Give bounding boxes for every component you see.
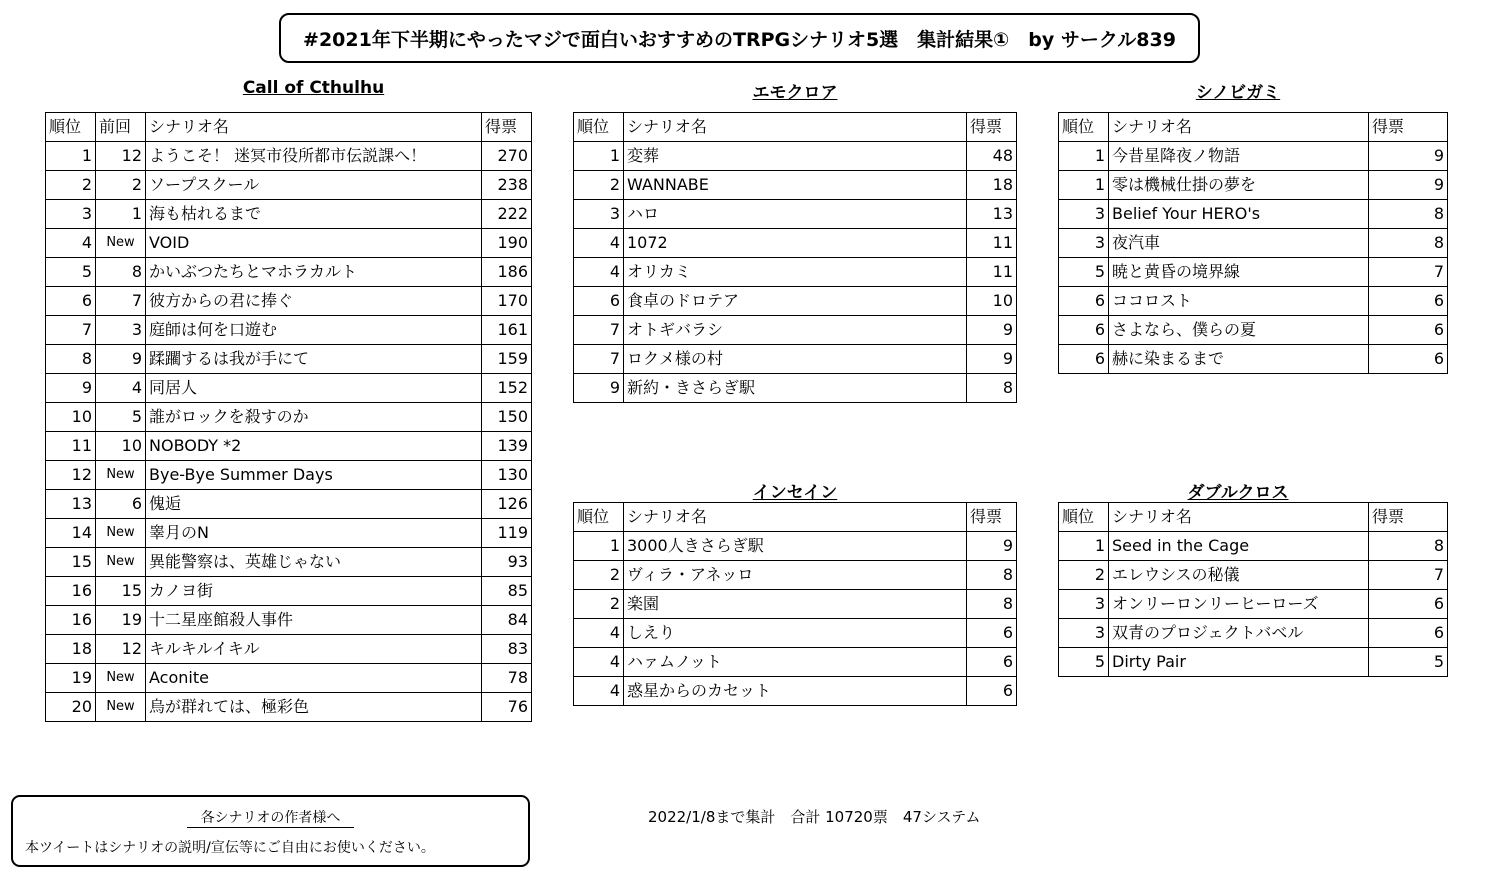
table-row [574,200,1017,229]
scenario-name: ソープスクール [146,171,482,200]
vote-count: 78 [482,664,532,693]
table-row [574,532,1017,561]
table-row [574,648,1017,677]
scenario-name: 変葬 [624,142,967,171]
previous-rank: 7 [96,287,146,316]
rank-number: 10 [46,403,96,432]
scenario-name: カノヨ街 [146,577,482,606]
previous-rank: 15 [96,577,146,606]
table-row [574,590,1017,619]
rank-number: 2 [574,561,624,590]
table-row [46,635,532,664]
table-header-row [1059,503,1448,532]
rank-number: 4 [574,229,624,258]
table-row [1059,345,1448,374]
vote-count: 8 [967,561,1017,590]
previous-rank: 12 [96,142,146,171]
previous-rank: New [96,664,146,693]
scenario-name: 零は機械仕掛の夢を [1109,171,1369,200]
vote-count: 9 [1369,142,1448,171]
table-row [46,258,532,287]
scenario-name: 双青のプロジェクトバベル [1109,619,1369,648]
ranking-table-emoklore [573,112,1017,403]
vote-count: 186 [482,258,532,287]
column-header-name: シナリオ名 [146,113,482,142]
vote-count: 152 [482,374,532,403]
scenario-name: 1072 [624,229,967,258]
rank-number: 1 [1059,171,1109,200]
rank-number: 16 [46,577,96,606]
vote-count: 8 [1369,532,1448,561]
rank-number: 1 [574,142,624,171]
table-row [1059,229,1448,258]
rank-number: 3 [574,200,624,229]
table-row [46,374,532,403]
previous-rank: 5 [96,403,146,432]
scenario-name: ココロスト [1109,287,1369,316]
rank-number: 9 [46,374,96,403]
rank-number: 4 [574,258,624,287]
table-row [1059,590,1448,619]
vote-count: 126 [482,490,532,519]
column-header-votes: 得票 [967,503,1017,532]
table-row [46,142,532,171]
scenario-name: 傀逅 [146,490,482,519]
previous-rank: 19 [96,606,146,635]
column-header-rank: 順位 [1059,113,1109,142]
scenario-name: 彼方からの君に捧ぐ [146,287,482,316]
scenario-name: NOBODY *2 [146,432,482,461]
vote-count: 10 [967,287,1017,316]
ranking-table-doublecross [1058,502,1448,677]
vote-count: 6 [967,619,1017,648]
scenario-name: VOID [146,229,482,258]
rank-number: 2 [574,590,624,619]
column-header-rank: 順位 [574,503,624,532]
table-row [46,664,532,693]
table-row [46,316,532,345]
rank-number: 14 [46,519,96,548]
rank-number: 16 [46,606,96,635]
vote-count: 119 [482,519,532,548]
column-header-votes: 得票 [482,113,532,142]
vote-count: 7 [1369,561,1448,590]
vote-count: 270 [482,142,532,171]
table-row [46,461,532,490]
ranking-table-shinobigami [1058,112,1448,374]
scenario-name: Aconite [146,664,482,693]
rank-number: 18 [46,635,96,664]
table-row [1059,532,1448,561]
author-note-body: 本ツイートはシナリオの説明/宣伝等にご自由にお使いください。 [25,840,435,856]
rank-number: 1 [1059,532,1109,561]
rank-number: 6 [46,287,96,316]
table-row [574,171,1017,200]
rank-number: 6 [574,287,624,316]
scenario-name: 新約・きさらぎ駅 [624,374,967,403]
rank-number: 3 [46,200,96,229]
vote-count: 9 [967,532,1017,561]
scenario-name: ヴィラ・アネッロ [624,561,967,590]
vote-count: 238 [482,171,532,200]
previous-rank: 8 [96,258,146,287]
rank-number: 20 [46,693,96,722]
scenario-name: Seed in the Cage [1109,532,1369,561]
vote-count: 6 [1369,619,1448,648]
table-row [1059,619,1448,648]
vote-count: 13 [967,200,1017,229]
column-header-votes: 得票 [1369,503,1448,532]
scenario-name: さよなら、僕らの夏 [1109,316,1369,345]
table-row [46,200,532,229]
rank-number: 7 [46,316,96,345]
scenario-name: ロクメ様の村 [624,345,967,374]
rank-number: 8 [46,345,96,374]
author-note-heading: 各シナリオの作者様へ [187,810,355,828]
rank-number: 4 [574,677,624,706]
table-row [46,577,532,606]
rank-number: 2 [46,171,96,200]
rank-number: 6 [1059,345,1109,374]
table-header-row [574,503,1017,532]
table-row [46,519,532,548]
rank-number: 12 [46,461,96,490]
vote-count: 93 [482,548,532,577]
scenario-name: かいぶつたちとマホラカルト [146,258,482,287]
scenario-name: キルキルイキル [146,635,482,664]
scenario-name: 烏が群れては、極彩色 [146,693,482,722]
tally-summary: 2022/1/8まで集計 合計 10720票 47システム [648,808,981,826]
scenario-name: 食卓のドロテア [624,287,967,316]
table-row [1059,287,1448,316]
rank-number: 2 [574,171,624,200]
rank-number: 1 [1059,142,1109,171]
column-header-votes: 得票 [1369,113,1448,142]
rank-number: 19 [46,664,96,693]
table-header-row [46,113,532,142]
table-row [46,345,532,374]
table-row [1059,258,1448,287]
table-row [46,432,532,461]
scenario-name: 十二星座館殺人事件 [146,606,482,635]
vote-count: 159 [482,345,532,374]
rank-number: 3 [1059,200,1109,229]
rank-number: 7 [574,345,624,374]
column-header-votes: 得票 [967,113,1017,142]
vote-count: 8 [967,374,1017,403]
scenario-name: 夜汽車 [1109,229,1369,258]
vote-count: 161 [482,316,532,345]
previous-rank: New [96,229,146,258]
scenario-name: 同居人 [146,374,482,403]
vote-count: 150 [482,403,532,432]
scenario-name: Dirty Pair [1109,648,1369,677]
previous-rank: 12 [96,635,146,664]
scenario-name: オリカミ [624,258,967,287]
author-note [11,795,530,867]
table-row [1059,200,1448,229]
previous-rank: 3 [96,316,146,345]
previous-rank: 4 [96,374,146,403]
scenario-name: 今昔星降夜ノ物語 [1109,142,1369,171]
table-row [46,490,532,519]
column-header-name: シナリオ名 [1109,503,1369,532]
table-row [574,561,1017,590]
ranking-table-insane [573,502,1017,706]
scenario-name: 暁と黄昏の境界線 [1109,258,1369,287]
section-title-shinobigami: シノビガミ [1195,83,1281,103]
vote-count: 6 [1369,287,1448,316]
vote-count: 9 [967,345,1017,374]
scenario-name: ハロ [624,200,967,229]
scenario-name: エレウシスの秘儀 [1109,561,1369,590]
table-row [1059,561,1448,590]
previous-rank: 9 [96,345,146,374]
rank-number: 1 [46,142,96,171]
table-row [46,548,532,577]
table-row [574,345,1017,374]
table-row [46,403,532,432]
vote-count: 76 [482,693,532,722]
rank-number: 5 [1059,258,1109,287]
scenario-name: 異能警察は、英雄じゃない [146,548,482,577]
previous-rank: New [96,693,146,722]
vote-count: 9 [1369,171,1448,200]
scenario-name: Belief Your HERO's [1109,200,1369,229]
table-row [1059,142,1448,171]
vote-count: 6 [967,648,1017,677]
previous-rank: 2 [96,171,146,200]
scenario-name: 庭師は何を口遊む [146,316,482,345]
scenario-name: 3000人きさらぎ駅 [624,532,967,561]
vote-count: 83 [482,635,532,664]
table-row [1059,648,1448,677]
vote-count: 170 [482,287,532,316]
rank-number: 7 [574,316,624,345]
table-row [46,606,532,635]
previous-rank: 1 [96,200,146,229]
column-header-rank: 順位 [46,113,96,142]
vote-count: 6 [1369,345,1448,374]
scenario-name: 惑星からのカセット [624,677,967,706]
table-row [1059,171,1448,200]
table-row [574,229,1017,258]
scenario-name: 海も枯れるまで [146,200,482,229]
ranking-table-coc [45,112,532,722]
section-title-insane: インセイン [752,483,838,503]
rank-number: 3 [1059,229,1109,258]
table-row [1059,316,1448,345]
vote-count: 11 [967,229,1017,258]
section-title-doublecross: ダブルクロス [1187,483,1289,503]
rank-number: 2 [1059,561,1109,590]
scenario-name: 赫に染まるまで [1109,345,1369,374]
vote-count: 7 [1369,258,1448,287]
table-row [574,316,1017,345]
column-header-name: シナリオ名 [624,113,967,142]
scenario-name: オトギバラシ [624,316,967,345]
vote-count: 11 [967,258,1017,287]
scenario-name: オンリーロンリーヒーローズ [1109,590,1369,619]
previous-rank: New [96,519,146,548]
table-row [574,258,1017,287]
rank-number: 4 [46,229,96,258]
rank-number: 4 [574,619,624,648]
vote-count: 85 [482,577,532,606]
previous-rank: New [96,461,146,490]
scenario-name: 楽園 [624,590,967,619]
column-header-prev: 前回 [96,113,146,142]
scenario-name: 誰がロックを殺すのか [146,403,482,432]
vote-count: 6 [967,677,1017,706]
scenario-name: ハァムノット [624,648,967,677]
rank-number: 6 [1059,316,1109,345]
section-title-emoklore: エモクロア [752,83,838,103]
vote-count: 190 [482,229,532,258]
table-row [574,619,1017,648]
page-title: #2021年下半期にやったマジで面白いおすすめのTRPGシナリオ5選 集計結果① by サークル839 [279,13,1200,63]
previous-rank: New [96,548,146,577]
rank-number: 13 [46,490,96,519]
table-row [574,677,1017,706]
rank-number: 6 [1059,287,1109,316]
rank-number: 11 [46,432,96,461]
table-row [574,287,1017,316]
rank-number: 9 [574,374,624,403]
column-header-name: シナリオ名 [624,503,967,532]
column-header-rank: 順位 [1059,503,1109,532]
vote-count: 8 [967,590,1017,619]
vote-count: 18 [967,171,1017,200]
column-header-name: シナリオ名 [1109,113,1369,142]
rank-number: 3 [1059,590,1109,619]
vote-count: 48 [967,142,1017,171]
scenario-name: WANNABE [624,171,967,200]
rank-number: 15 [46,548,96,577]
vote-count: 8 [1369,200,1448,229]
table-row [46,693,532,722]
scenario-name: Bye-Bye Summer Days [146,461,482,490]
table-row [46,287,532,316]
scenario-name: 蹂躙するは我が手にて [146,345,482,374]
vote-count: 84 [482,606,532,635]
rank-number: 4 [574,648,624,677]
table-row [46,229,532,258]
vote-count: 9 [967,316,1017,345]
vote-count: 130 [482,461,532,490]
vote-count: 5 [1369,648,1448,677]
scenario-name: ようこそ！ 迷冥市役所都市伝説課へ！ [146,142,482,171]
table-header-row [574,113,1017,142]
vote-count: 139 [482,432,532,461]
scenario-name: しえり [624,619,967,648]
vote-count: 6 [1369,316,1448,345]
table-row [574,374,1017,403]
section-title-coc: Call of Cthulhu [242,78,385,98]
table-row [574,142,1017,171]
table-row [46,171,532,200]
vote-count: 6 [1369,590,1448,619]
scenario-name: 睾月のN [146,519,482,548]
table-header-row [1059,113,1448,142]
rank-number: 5 [1059,648,1109,677]
rank-number: 1 [574,532,624,561]
vote-count: 8 [1369,229,1448,258]
column-header-rank: 順位 [574,113,624,142]
previous-rank: 10 [96,432,146,461]
rank-number: 5 [46,258,96,287]
rank-number: 3 [1059,619,1109,648]
previous-rank: 6 [96,490,146,519]
vote-count: 222 [482,200,532,229]
